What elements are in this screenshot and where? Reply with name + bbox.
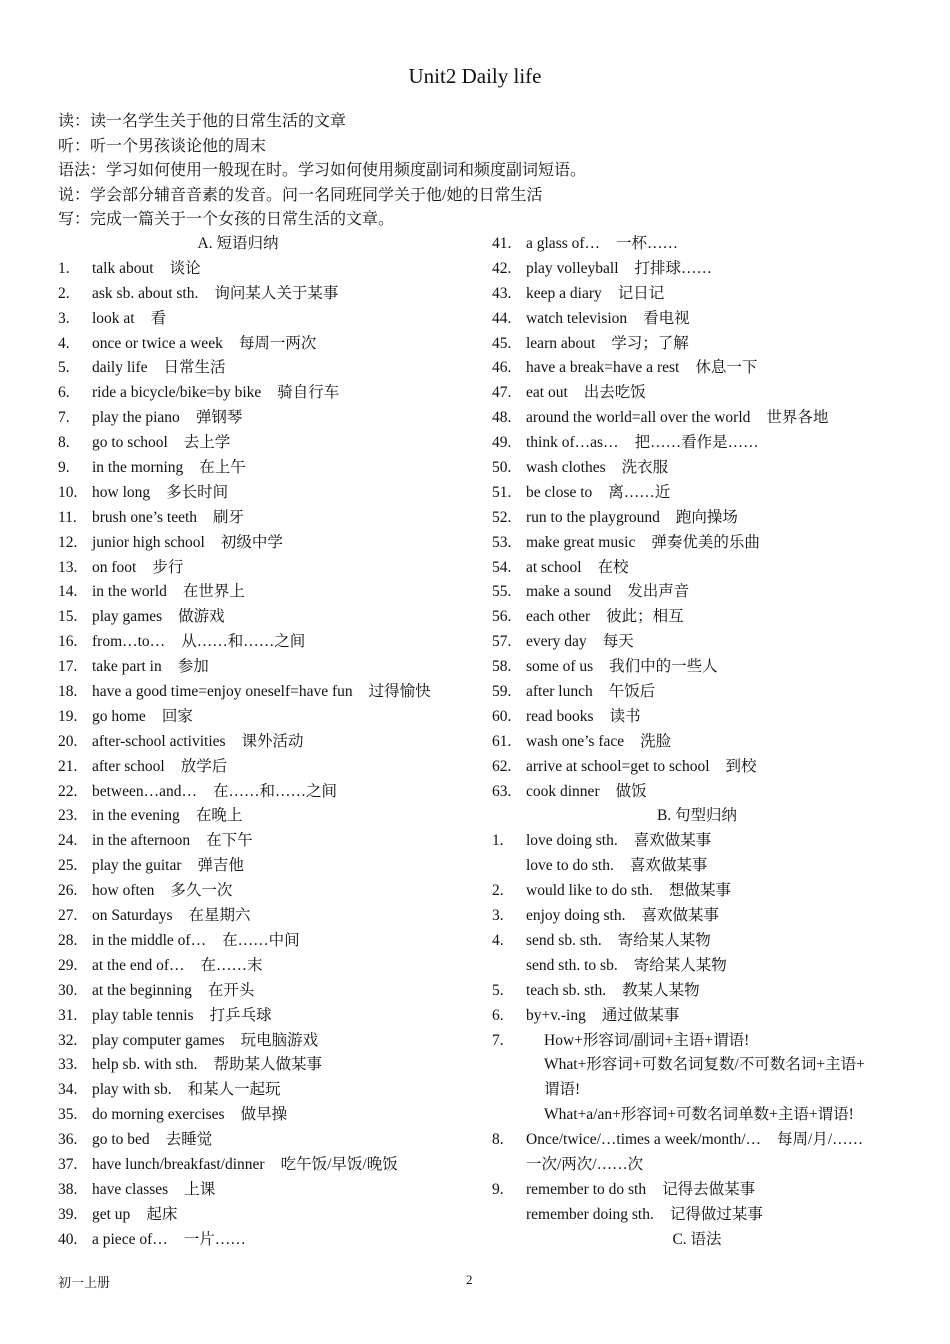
phrase-english: read books — [526, 707, 594, 725]
phrase-chinese: 读书 — [609, 707, 641, 725]
page-number: 2 — [466, 1272, 473, 1287]
phrase-chinese: 从……和……之间 — [181, 633, 306, 651]
phrase-item — [492, 730, 902, 755]
phrase-english: make a sound — [526, 583, 612, 601]
phrase-number: 3. — [58, 309, 70, 327]
phrase-item — [58, 929, 478, 954]
phrase-chinese: 看 — [150, 309, 167, 327]
phrase-chinese: 看电视 — [643, 309, 690, 327]
phrase-chinese: 多久一次 — [170, 882, 233, 900]
phrase-number: 36. — [58, 1131, 78, 1149]
phrase-english: in the middle of… — [92, 931, 207, 949]
phrase-number: 58. — [492, 658, 512, 676]
phrase-english: around the world=all over the world — [526, 409, 751, 427]
phrase-chinese: 在世界上 — [182, 583, 245, 601]
phrase-number: 45. — [492, 334, 512, 352]
phrase-number: 31. — [58, 1006, 78, 1024]
phrase-number: 44. — [492, 309, 512, 327]
phrase-chinese: 在……中间 — [222, 931, 300, 949]
sentence-item: 9. remember to do sth 记得去做某事 — [492, 1180, 756, 1198]
phrase-item — [58, 1203, 478, 1228]
phrase-english: wash clothes — [526, 459, 606, 477]
phrase-english: after-school activities — [92, 732, 226, 750]
phrase-item — [58, 431, 478, 456]
phrase-chinese: 多长时间 — [166, 483, 229, 501]
right-column — [492, 232, 902, 1253]
sentence-item: send sth. to sb. 寄给某人某物 — [526, 956, 727, 974]
phrase-item — [492, 780, 902, 805]
phrase-chinese: 把……看作是…… — [634, 434, 759, 452]
phrase-chinese: 彼此；相互 — [606, 608, 684, 626]
sentence-item: 7. How+形容词/副词+主语+谓语! — [492, 1031, 750, 1049]
phrase-item — [492, 232, 902, 257]
phrase-item — [58, 1053, 478, 1078]
phrase-item — [492, 556, 902, 581]
phrase-chinese: 上课 — [184, 1180, 216, 1198]
phrase-list-left — [58, 257, 478, 1253]
phrase-item — [58, 655, 478, 680]
phrase-english: in the afternoon — [92, 832, 191, 850]
phrase-english: play games — [92, 608, 163, 626]
phrase-chinese: 每周一两次 — [238, 334, 317, 352]
phrase-english: look at — [92, 309, 135, 327]
phrase-number: 27. — [58, 907, 78, 925]
phrase-english: once or twice a week — [92, 334, 223, 352]
page-title: Unit2 Daily life — [408, 64, 542, 88]
phrase-number: 37. — [58, 1155, 78, 1173]
phrase-chinese: 打乒乓球 — [209, 1006, 272, 1024]
phrase-chinese: 在开头 — [207, 981, 255, 999]
phrase-chinese: 到校 — [725, 757, 757, 775]
phrase-item — [492, 580, 902, 605]
phrase-item — [58, 879, 478, 904]
phrase-chinese: 在晚上 — [195, 807, 243, 825]
phrase-english: play volleyball — [526, 259, 619, 277]
phrase-chinese: 在校 — [597, 558, 629, 576]
phrase-english: play table tennis — [92, 1006, 194, 1024]
phrase-item — [58, 257, 478, 282]
phrase-item — [58, 780, 478, 805]
phrase-chinese: 休息一下 — [695, 359, 758, 377]
phrase-list-right — [492, 232, 902, 804]
phrase-item — [58, 979, 478, 1004]
phrase-number: 24. — [58, 832, 78, 850]
phrase-chinese: 吃午饭/早饭/晚饭 — [280, 1155, 398, 1173]
footer-grade-label: 初一上册 — [58, 1275, 111, 1290]
phrase-english: wash one’s face — [526, 732, 625, 750]
phrase-number: 20. — [58, 732, 78, 750]
phrase-item — [492, 257, 902, 282]
phrase-chinese: 刷牙 — [213, 508, 245, 526]
phrase-chinese: 谈论 — [169, 259, 201, 277]
phrase-chinese: 一片…… — [183, 1230, 246, 1248]
phrase-item — [58, 1004, 478, 1029]
phrase-english: help sb. with sth. — [92, 1056, 198, 1074]
phrase-number: 13. — [58, 558, 78, 576]
sentence-item: 4. send sb. sth. 寄给某人某物 — [492, 931, 711, 949]
phrase-number: 39. — [58, 1205, 78, 1223]
phrase-english: play computer games — [92, 1031, 225, 1049]
phrase-item — [58, 854, 478, 879]
phrase-item — [58, 332, 478, 357]
phrase-english: between…and… — [92, 782, 198, 800]
sentence-item: What+形容词+可数名词复数/不可数名词+主语+ — [544, 1056, 865, 1074]
phrase-chinese: 我们中的一些人 — [609, 658, 718, 676]
objective-grammar: 语法：学习如何使用一般现在时。学习如何使用频度副词和频度副词短语。 — [58, 162, 587, 179]
phrase-chinese: 帮助某人做某事 — [213, 1056, 323, 1074]
sentence-item: 谓语! — [544, 1081, 581, 1099]
phrase-number: 8. — [58, 434, 70, 452]
phrase-english: have classes — [92, 1180, 169, 1198]
phrase-number: 2. — [58, 284, 70, 302]
phrase-item — [58, 680, 478, 705]
phrase-number: 63. — [492, 782, 512, 800]
phrase-chinese: 日常生活 — [163, 359, 226, 377]
phrase-item — [58, 1228, 478, 1253]
phrase-english: daily life — [92, 359, 148, 377]
phrase-item — [58, 954, 478, 979]
phrase-number: 48. — [492, 409, 512, 427]
phrase-number: 55. — [492, 583, 512, 601]
phrase-item — [492, 755, 902, 780]
phrase-number: 26. — [58, 882, 78, 900]
phrase-english: some of us — [526, 658, 594, 676]
phrase-english: after school — [92, 757, 165, 775]
phrase-chinese: 洗脸 — [640, 732, 672, 750]
phrase-english: after lunch — [526, 683, 593, 701]
phrase-item — [492, 506, 902, 531]
phrase-item — [58, 406, 478, 431]
phrase-item — [58, 1153, 478, 1178]
phrase-english: play the guitar — [92, 857, 182, 875]
unit-objectives — [58, 110, 898, 233]
phrase-item — [58, 630, 478, 655]
phrase-number: 61. — [492, 732, 512, 750]
phrase-chinese: 每天 — [602, 633, 634, 651]
phrase-chinese: 放学后 — [180, 757, 228, 775]
phrase-number: 40. — [58, 1230, 78, 1248]
phrase-item — [492, 431, 902, 456]
phrase-chinese: 打排球…… — [634, 259, 713, 277]
phrase-item — [58, 1103, 478, 1128]
sentence-item: 1. love doing sth. 喜欢做某事 — [492, 832, 712, 850]
phrase-english: talk about — [92, 259, 154, 277]
phrase-number: 9. — [58, 459, 70, 477]
phrase-number: 59. — [492, 683, 512, 701]
phrase-english: every day — [526, 633, 587, 651]
phrase-number: 35. — [58, 1106, 78, 1124]
phrase-number: 17. — [58, 658, 78, 676]
phrase-chinese: 一杯…… — [616, 235, 679, 252]
phrase-chinese: 洗衣服 — [621, 459, 669, 477]
phrase-english: from…to… — [92, 633, 166, 651]
phrase-english: junior high school — [92, 533, 205, 551]
phrase-chinese: 过得愉快 — [368, 683, 431, 701]
phrase-item — [492, 456, 902, 481]
phrase-chinese: 出去吃饭 — [583, 384, 646, 402]
phrase-number: 47. — [492, 384, 512, 402]
phrase-item — [492, 406, 902, 431]
phrase-item — [58, 1078, 478, 1103]
phrase-english: each other — [526, 608, 591, 626]
phrase-item — [58, 755, 478, 780]
phrase-number: 50. — [492, 459, 512, 477]
phrase-item — [58, 730, 478, 755]
phrase-number: 41. — [492, 235, 512, 252]
phrase-chinese: 做游戏 — [178, 608, 225, 626]
phrase-english: eat out — [526, 384, 568, 402]
objective-speaking: 说：学会部分辅音音素的发音。问一名同班同学关于他/她的日常生活 — [58, 186, 543, 204]
section-b-heading: B. 句型归纳 — [656, 807, 738, 825]
phrase-english: play with sb. — [92, 1081, 172, 1099]
phrase-english: on Saturdays — [92, 907, 173, 925]
phrase-item — [58, 1178, 478, 1203]
phrase-chinese: 发出声音 — [627, 583, 690, 601]
phrase-item — [58, 456, 478, 481]
phrase-english: in the evening — [92, 807, 180, 825]
phrase-number: 57. — [492, 633, 512, 651]
phrase-number: 51. — [492, 483, 512, 501]
phrase-item — [58, 605, 478, 630]
phrase-number: 60. — [492, 707, 512, 725]
phrase-item — [58, 705, 478, 730]
phrase-chinese: 午饭后 — [608, 683, 656, 701]
phrase-chinese: 在星期六 — [188, 907, 251, 925]
phrase-item — [492, 655, 902, 680]
phrase-item — [58, 531, 478, 556]
phrase-number: 62. — [492, 757, 512, 775]
phrase-chinese: 骑自行车 — [277, 384, 340, 402]
phrase-chinese: 课外活动 — [241, 732, 304, 750]
sentence-item: 6. by+v.-ing 通过做某事 — [492, 1006, 680, 1024]
phrase-number: 14. — [58, 583, 78, 601]
phrase-number: 38. — [58, 1180, 78, 1198]
phrase-chinese: 做早操 — [240, 1106, 288, 1124]
phrase-item — [492, 481, 902, 506]
phrase-number: 7. — [58, 409, 70, 427]
phrase-english: play the piano — [92, 409, 180, 427]
phrase-chinese: 在……和……之间 — [213, 782, 338, 800]
phrase-item — [492, 381, 902, 406]
phrase-english: go to bed — [92, 1131, 150, 1149]
phrase-chinese: 初级中学 — [220, 533, 283, 551]
phrase-english: ask sb. about sth. — [92, 284, 199, 302]
phrase-english: brush one’s teeth — [92, 508, 198, 526]
phrase-number: 12. — [58, 533, 78, 551]
sentence-item: 3. enjoy doing sth. 喜欢做某事 — [492, 907, 719, 925]
phrase-english: a glass of… — [526, 235, 601, 252]
phrase-chinese: 学习；了解 — [611, 334, 689, 352]
phrase-chinese: 和某人一起玩 — [187, 1081, 281, 1099]
phrase-chinese: 在上午 — [199, 459, 246, 477]
phrase-chinese: 参加 — [177, 658, 209, 676]
phrase-english: have a break=have a rest — [526, 359, 680, 377]
phrase-number: 33. — [58, 1056, 78, 1074]
phrase-number: 30. — [58, 981, 78, 999]
phrase-number: 54. — [492, 558, 512, 576]
phrase-number: 21. — [58, 757, 78, 775]
phrase-chinese: 在……末 — [200, 956, 263, 974]
phrase-number: 11. — [58, 508, 77, 526]
phrase-english: on foot — [92, 558, 137, 576]
phrase-number: 25. — [58, 857, 78, 875]
phrase-item — [58, 1029, 478, 1054]
phrase-item — [58, 580, 478, 605]
phrase-english: in the world — [92, 583, 167, 601]
phrase-number: 16. — [58, 633, 78, 651]
phrase-number: 10. — [58, 483, 78, 501]
phrase-chinese: 去睡觉 — [165, 1131, 213, 1149]
phrase-chinese: 步行 — [152, 558, 184, 576]
phrase-english: a piece of… — [92, 1230, 168, 1248]
phrase-number: 4. — [58, 334, 70, 352]
phrase-english: in the morning — [92, 459, 184, 477]
phrase-chinese: 离……近 — [608, 483, 671, 501]
phrase-english: learn about — [526, 334, 596, 352]
phrase-english: run to the playground — [526, 508, 660, 526]
phrase-number: 53. — [492, 533, 512, 551]
phrase-chinese: 玩电脑游戏 — [240, 1031, 319, 1049]
phrase-item — [58, 556, 478, 581]
phrase-number: 32. — [58, 1031, 78, 1049]
phrase-item — [58, 904, 478, 929]
phrase-item — [58, 307, 478, 332]
phrase-item — [492, 605, 902, 630]
phrase-chinese: 弹奏优美的乐曲 — [651, 533, 760, 551]
phrase-english: cook dinner — [526, 782, 600, 800]
phrase-english: keep a diary — [526, 284, 602, 302]
phrase-chinese: 去上学 — [183, 434, 231, 452]
phrase-chinese: 起床 — [146, 1205, 178, 1223]
phrase-item — [58, 381, 478, 406]
phrase-english: how long — [92, 483, 151, 501]
phrase-number: 1. — [58, 259, 70, 277]
phrase-item — [492, 531, 902, 556]
objective-reading: 读：读一名学生关于他的日常生活的文章 — [58, 113, 347, 130]
phrase-item — [58, 829, 478, 854]
phrase-number: 29. — [58, 956, 78, 974]
sentence-item: 2. would like to do sth. 想做某事 — [492, 882, 732, 900]
phrase-item — [492, 680, 902, 705]
phrase-english: take part in — [92, 658, 162, 676]
phrase-chinese: 回家 — [161, 707, 193, 725]
sentence-item: 一次/两次/……次 — [526, 1155, 644, 1173]
phrase-number: 43. — [492, 284, 512, 302]
phrase-item — [58, 804, 478, 829]
phrase-chinese: 做饭 — [615, 782, 647, 800]
phrase-english: do morning exercises — [92, 1106, 225, 1124]
phrase-number: 52. — [492, 508, 512, 526]
left-column — [58, 232, 478, 1253]
phrase-chinese: 弹钢琴 — [195, 409, 243, 427]
phrase-english: make great music — [526, 533, 636, 551]
sentence-item: 5. teach sb. sth. 教某人某物 — [492, 981, 700, 999]
phrase-english: at the beginning — [92, 981, 192, 999]
phrase-chinese: 询问某人关于某事 — [214, 284, 339, 302]
phrase-item — [492, 705, 902, 730]
phrase-chinese: 世界各地 — [766, 409, 829, 427]
phrase-number: 23. — [58, 807, 78, 825]
phrase-english: think of…as… — [526, 434, 619, 452]
phrase-item — [492, 630, 902, 655]
phrase-item — [58, 1128, 478, 1153]
section-a-heading: A. 短语归纳 — [197, 235, 279, 252]
phrase-number: 34. — [58, 1081, 78, 1099]
phrase-chinese: 记日记 — [617, 284, 665, 302]
phrase-number: 22. — [58, 782, 78, 800]
phrase-chinese: 弹吉他 — [197, 857, 245, 875]
phrase-number: 46. — [492, 359, 512, 377]
phrase-number: 28. — [58, 931, 78, 949]
phrase-item — [492, 282, 902, 307]
sentence-item: 8. Once/twice/…times a week/month/… 每周/月/…… — [492, 1131, 864, 1149]
sentence-item: remember doing sth. 记得做过某事 — [526, 1205, 763, 1223]
phrase-english: be close to — [526, 483, 593, 501]
phrase-english: go home — [92, 707, 146, 725]
sentence-item: love to do sth. 喜欢做某事 — [526, 857, 708, 875]
phrase-item — [492, 332, 902, 357]
phrase-number: 5. — [58, 359, 70, 377]
phrase-number: 18. — [58, 683, 78, 701]
phrase-english: arrive at school=get to school — [526, 757, 710, 775]
phrase-item — [58, 506, 478, 531]
section-c-heading: C. 语法 — [672, 1230, 722, 1248]
objective-writing: 写：完成一篇关于一个女孩的日常生活的文章。 — [58, 211, 395, 228]
phrase-item — [492, 356, 902, 381]
phrase-chinese: 跑向操场 — [675, 508, 738, 526]
phrase-number: 19. — [58, 707, 78, 725]
phrase-english: at the end of… — [92, 956, 185, 974]
phrase-number: 56. — [492, 608, 512, 626]
phrase-english: watch television — [526, 309, 628, 327]
phrase-english: have lunch/breakfast/dinner — [92, 1155, 265, 1173]
objective-listening: 听：听一个男孩谈论他的周末 — [58, 137, 267, 155]
phrase-number: 6. — [58, 384, 70, 402]
phrase-number: 42. — [492, 259, 512, 277]
sentence-item: What+a/an+形容词+可数名词单数+主语+谓语! — [544, 1106, 854, 1124]
phrase-english: ride a bicycle/bike=by bike — [92, 384, 262, 402]
phrase-english: how often — [92, 882, 155, 900]
phrase-english: have a good time=enjoy oneself=have fun — [92, 683, 353, 701]
phrase-english: get up — [92, 1205, 131, 1223]
phrase-number: 49. — [492, 434, 512, 452]
phrase-item — [58, 356, 478, 381]
phrase-number: 15. — [58, 608, 78, 626]
phrase-english: at school — [526, 558, 582, 576]
phrase-chinese: 在下午 — [206, 832, 253, 850]
phrase-english: go to school — [92, 434, 168, 452]
phrase-item — [492, 307, 902, 332]
phrase-item — [58, 481, 478, 506]
phrase-item — [58, 282, 478, 307]
